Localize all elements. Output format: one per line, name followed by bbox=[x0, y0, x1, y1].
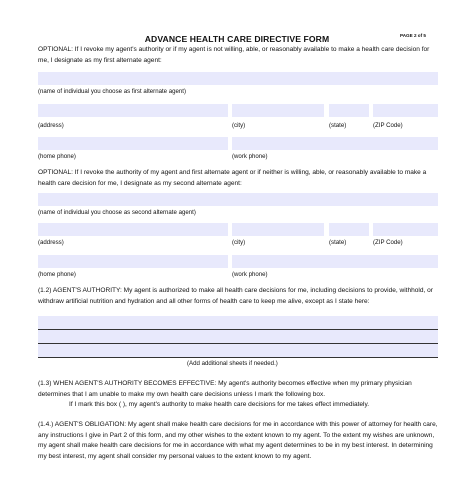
first-alternate-work-phone-field[interactable] bbox=[232, 137, 438, 150]
authority-effective-text: (1.3) WHEN AGENT'S AUTHORITY BECOMES EFFECTIVE: My agent's authority becomes effective when my primary physician determines that I am unable to make my own health care decisions unless I mark the following box. bbox=[38, 380, 412, 398]
form-title: ADVANCE HEALTH CARE DIRECTIVE FORM bbox=[144, 34, 330, 44]
first-alternate-home-phone-field[interactable] bbox=[38, 137, 228, 150]
authority-exceptions-line-3[interactable] bbox=[38, 344, 438, 357]
city-label: (city) bbox=[232, 122, 246, 129]
agent-authority-text: (1.2) AGENT'S AUTHORITY: My agent is authorized to make all health care decisions for me, including decisions to provide, withhold, or withdraw artificial nutrition and hydration and all other forms of health care to keep me alive, except as I state here: bbox=[38, 287, 433, 305]
second-alternate-address-field[interactable] bbox=[38, 223, 228, 236]
second-alternate-city-field[interactable] bbox=[232, 223, 324, 236]
additional-sheets-note: (Add additional sheets if needed.) bbox=[187, 360, 278, 367]
first-alternate-city-field[interactable] bbox=[232, 104, 324, 117]
authority-exceptions-line-1[interactable] bbox=[38, 316, 438, 329]
immediate-effect-checkbox-text: If I mark this box ( ), my agent's authority to make health care decisions for me takes effect immediately. bbox=[69, 401, 370, 408]
first-alternate-name-label: (name of individual you choose as first alternate agent) bbox=[38, 88, 187, 95]
state-label: (state) bbox=[329, 239, 347, 246]
second-alternate-name-field[interactable] bbox=[38, 193, 438, 206]
address-label: (address) bbox=[38, 239, 64, 246]
first-alternate-address-field[interactable] bbox=[38, 104, 228, 117]
optional-first-alternate-text: OPTIONAL: If I revoke my agent's authority or if my agent is not willing, able, or reasonably available to make a health care decision for me, I designate as my first alternate agent: bbox=[38, 46, 430, 64]
work-phone-label: (work phone) bbox=[232, 271, 268, 278]
first-alternate-zip-field[interactable] bbox=[373, 104, 438, 117]
zip-label: (ZIP Code) bbox=[373, 122, 403, 129]
page-number: PAGE 2 of 5 bbox=[400, 33, 426, 38]
zip-label: (ZIP Code) bbox=[373, 239, 403, 246]
first-alternate-state-field[interactable] bbox=[329, 104, 369, 117]
city-label: (city) bbox=[232, 239, 246, 246]
optional-second-alternate-text: OPTIONAL: If I revoke the authority of my agent and first alternate agent or if neither is willing, able, or reasonably available to make a health care decision for me, I designate as my second alternate agent: bbox=[38, 169, 427, 187]
divider bbox=[38, 357, 438, 358]
second-alternate-name-label: (name of individual you choose as second alternate agent) bbox=[38, 209, 196, 216]
address-label: (address) bbox=[38, 122, 64, 129]
agent-obligation-text: (1.4.) AGENT'S OBLIGATION: My agent shall make health care decisions for me in accordance with this power of attorney for health care, any instructions I give in Part 2 of this form, and my other wishes to the extent known to my agent. To the extent my wishes are unknown, my agent shall make health care decisions for me in accordance with what my agent determines to be in my best interest. In determining my best interest, my agent shall consider my personal values to the extent known to my agent. bbox=[38, 421, 438, 460]
second-alternate-state-field[interactable] bbox=[329, 223, 369, 236]
second-alternate-zip-field[interactable] bbox=[373, 223, 438, 236]
work-phone-label: (work phone) bbox=[232, 153, 268, 160]
home-phone-label: (home phone) bbox=[38, 153, 76, 160]
second-alternate-home-phone-field[interactable] bbox=[38, 255, 228, 268]
authority-exceptions-line-2[interactable] bbox=[38, 330, 438, 343]
second-alternate-work-phone-field[interactable] bbox=[232, 255, 438, 268]
home-phone-label: (home phone) bbox=[38, 271, 76, 278]
state-label: (state) bbox=[329, 122, 347, 129]
first-alternate-name-field[interactable] bbox=[38, 72, 438, 85]
